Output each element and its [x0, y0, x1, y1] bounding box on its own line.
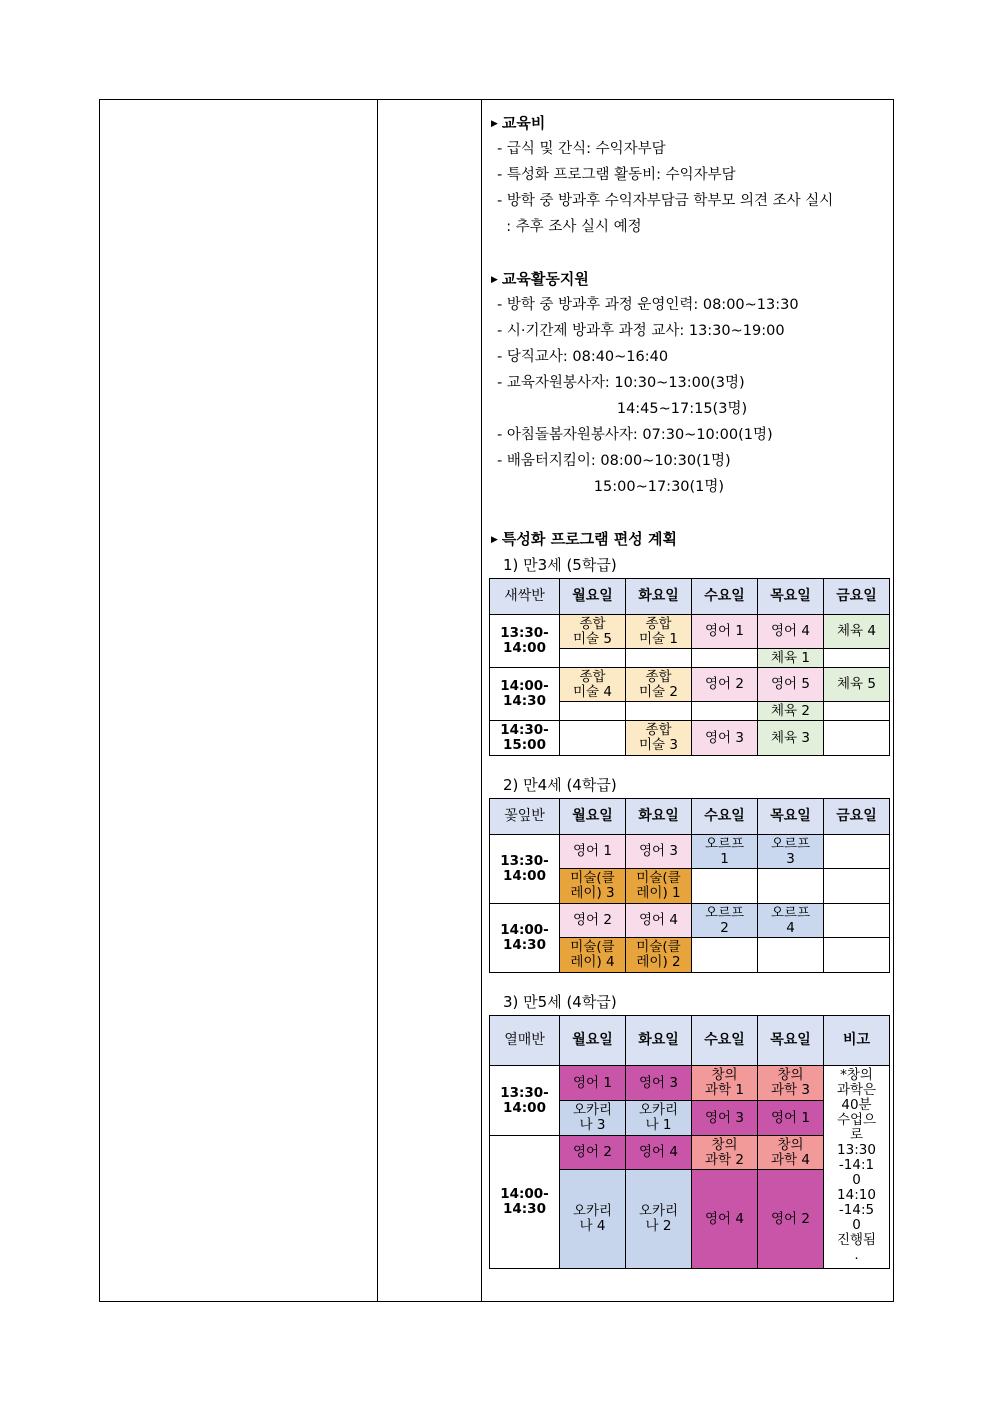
schedule-cell: 영어 3 [626, 1066, 692, 1101]
empty-cell [758, 938, 824, 973]
schedule-cell: 종합 미술 2 [626, 668, 692, 702]
plan-content [485, 110, 885, 1269]
day-header: 화요일 [626, 799, 692, 835]
class-name-header: 새싹반 [490, 579, 560, 615]
day-header: 월요일 [560, 1016, 626, 1066]
schedule-cell: 체육 3 [758, 721, 824, 756]
edu-support-line: - 당직교사: 08:40~16:40 [497, 349, 669, 365]
schedule-cell: 영어 4 [758, 615, 824, 649]
day-header: 금요일 [824, 799, 890, 835]
schedule-cell: 영어 2 [560, 1136, 626, 1170]
schedule-cell: 영어 3 [692, 1101, 758, 1136]
schedule-cell: 미술(클 레이) 1 [626, 869, 692, 904]
edu-cost-line: : 추후 조사 실시 예정 [497, 219, 642, 235]
schedule-cell: 체육 2 [758, 702, 824, 721]
time-slot: 14:00- 14:30 [490, 668, 560, 721]
schedule-cell: 종합 미술 1 [626, 615, 692, 649]
section-title-edu-cost: ▶ 교육비 [491, 114, 546, 132]
schedule-cell: 영어 2 [758, 1170, 824, 1269]
triangle-bullet-icon: ▶ [491, 275, 498, 285]
day-header: 수요일 [692, 579, 758, 615]
column-divider-1 [377, 100, 378, 1301]
schedule-cell: 영어 3 [626, 835, 692, 869]
empty-cell [824, 938, 890, 973]
age4-caption: 2) 만4세 (4학급) [503, 776, 617, 794]
schedule-cell: 오카리 나 3 [560, 1101, 626, 1136]
empty-cell [692, 938, 758, 973]
section-title-edu-support: ▶ 교육활동지원 [491, 270, 589, 288]
empty-cell [560, 721, 626, 756]
class-name-header: 꽃잎반 [490, 799, 560, 835]
edu-support-line: 15:00~17:30(1명) [497, 479, 725, 495]
note-header: 비고 [824, 1016, 890, 1066]
schedule-cell: 체육 1 [758, 649, 824, 668]
age5-caption: 3) 만5세 (4학급) [503, 993, 617, 1011]
age5-schedule-table [489, 1015, 890, 1269]
time-slot: 13:30- 14:00 [490, 1066, 560, 1136]
schedule-cell: 창의 과학 2 [692, 1136, 758, 1170]
schedule-cell: 창의 과학 1 [692, 1066, 758, 1101]
schedule-cell: 영어 1 [758, 1101, 824, 1136]
schedule-cell: 체육 5 [824, 668, 890, 702]
edu-cost-line: - 방학 중 방과후 수익자부담금 학부모 의견 조사 실시 [497, 193, 834, 209]
class-name-header: 열매반 [490, 1016, 560, 1066]
schedule-cell: 오카리 나 2 [626, 1170, 692, 1269]
day-header: 목요일 [758, 579, 824, 615]
time-slot: 14:30- 15:00 [490, 721, 560, 756]
day-header: 목요일 [758, 1016, 824, 1066]
schedule-cell: 종합 미술 3 [626, 721, 692, 756]
schedule-cell: 영어 5 [758, 668, 824, 702]
day-header: 수요일 [692, 1016, 758, 1066]
schedule-cell: 영어 4 [626, 1136, 692, 1170]
empty-cell [692, 869, 758, 904]
day-header: 목요일 [758, 799, 824, 835]
empty-cell [824, 869, 890, 904]
day-header: 월요일 [560, 799, 626, 835]
schedule-cell: 창의 과학 3 [758, 1066, 824, 1101]
schedule-cell: 영어 2 [560, 904, 626, 938]
schedule-cell: 영어 4 [692, 1170, 758, 1269]
triangle-bullet-icon: ▶ [491, 119, 498, 129]
age3-schedule-table [489, 578, 890, 756]
age3-caption: 1) 만3세 (5학급) [503, 556, 617, 574]
time-slot: 14:00- 14:30 [490, 904, 560, 973]
age4-schedule-table [489, 798, 890, 973]
schedule-cell: 영어 1 [560, 1066, 626, 1101]
day-header: 금요일 [824, 579, 890, 615]
schedule-cell: 오카리 나 1 [626, 1101, 692, 1136]
edu-support-line: - 교육자원봉사자: 10:30~13:00(3명) [497, 375, 745, 391]
empty-cell [824, 835, 890, 869]
time-slot: 14:00- 14:30 [490, 1136, 560, 1269]
schedule-cell: 창의 과학 4 [758, 1136, 824, 1170]
empty-cell [626, 702, 692, 721]
empty-cell [824, 649, 890, 668]
schedule-cell: 영어 2 [692, 668, 758, 702]
schedule-cell: 오르프 3 [758, 835, 824, 869]
edu-support-line: 14:45~17:15(3명) [497, 401, 748, 417]
edu-support-line: - 시·기간제 방과후 과정 교사: 13:30~19:00 [497, 323, 785, 339]
schedule-cell: 오카리 나 4 [560, 1170, 626, 1269]
section-title-program-plan: ▶ 특성화 프로그램 편성 계획 [491, 530, 677, 548]
schedule-cell: 영어 4 [626, 904, 692, 938]
note-cell: *창의 과학은 40분 수업으 로 13:30 -14:1 0 14:10 -14:5 0 진행됨 . [824, 1066, 890, 1269]
schedule-cell: 종합 미술 4 [560, 668, 626, 702]
edu-support-line: - 배움터지킴이: 08:00~10:30(1명) [497, 453, 731, 469]
column-divider-2 [481, 100, 482, 1301]
schedule-cell: 미술(클 레이) 2 [626, 938, 692, 973]
schedule-cell: 종합 미술 5 [560, 615, 626, 649]
edu-support-line: - 아침돌봄자원봉사자: 07:30~10:00(1명) [497, 427, 773, 443]
schedule-cell: 영어 3 [692, 721, 758, 756]
empty-cell [692, 702, 758, 721]
triangle-bullet-icon: ▶ [491, 535, 498, 545]
edu-cost-line: - 특성화 프로그램 활동비: 수익자부담 [497, 167, 736, 183]
empty-cell [824, 904, 890, 938]
time-slot: 13:30- 14:00 [490, 835, 560, 904]
time-slot: 13:30- 14:00 [490, 615, 560, 668]
edu-support-line: - 방학 중 방과후 과정 운영인력: 08:00~13:30 [497, 297, 799, 313]
document-frame [99, 99, 894, 1302]
empty-cell [692, 649, 758, 668]
empty-cell [824, 702, 890, 721]
empty-cell [626, 649, 692, 668]
day-header: 수요일 [692, 799, 758, 835]
empty-cell [758, 869, 824, 904]
schedule-cell: 오르프 4 [758, 904, 824, 938]
day-header: 화요일 [626, 579, 692, 615]
empty-cell [560, 649, 626, 668]
schedule-cell: 체육 4 [824, 615, 890, 649]
schedule-cell: 오르프 1 [692, 835, 758, 869]
schedule-cell: 오르프 2 [692, 904, 758, 938]
day-header: 화요일 [626, 1016, 692, 1066]
edu-cost-line: - 급식 및 간식: 수익자부담 [497, 141, 666, 157]
empty-cell [560, 702, 626, 721]
schedule-cell: 영어 1 [692, 615, 758, 649]
schedule-cell: 영어 1 [560, 835, 626, 869]
day-header: 월요일 [560, 579, 626, 615]
empty-cell [824, 721, 890, 756]
schedule-cell: 미술(클 레이) 4 [560, 938, 626, 973]
schedule-cell: 미술(클 레이) 3 [560, 869, 626, 904]
